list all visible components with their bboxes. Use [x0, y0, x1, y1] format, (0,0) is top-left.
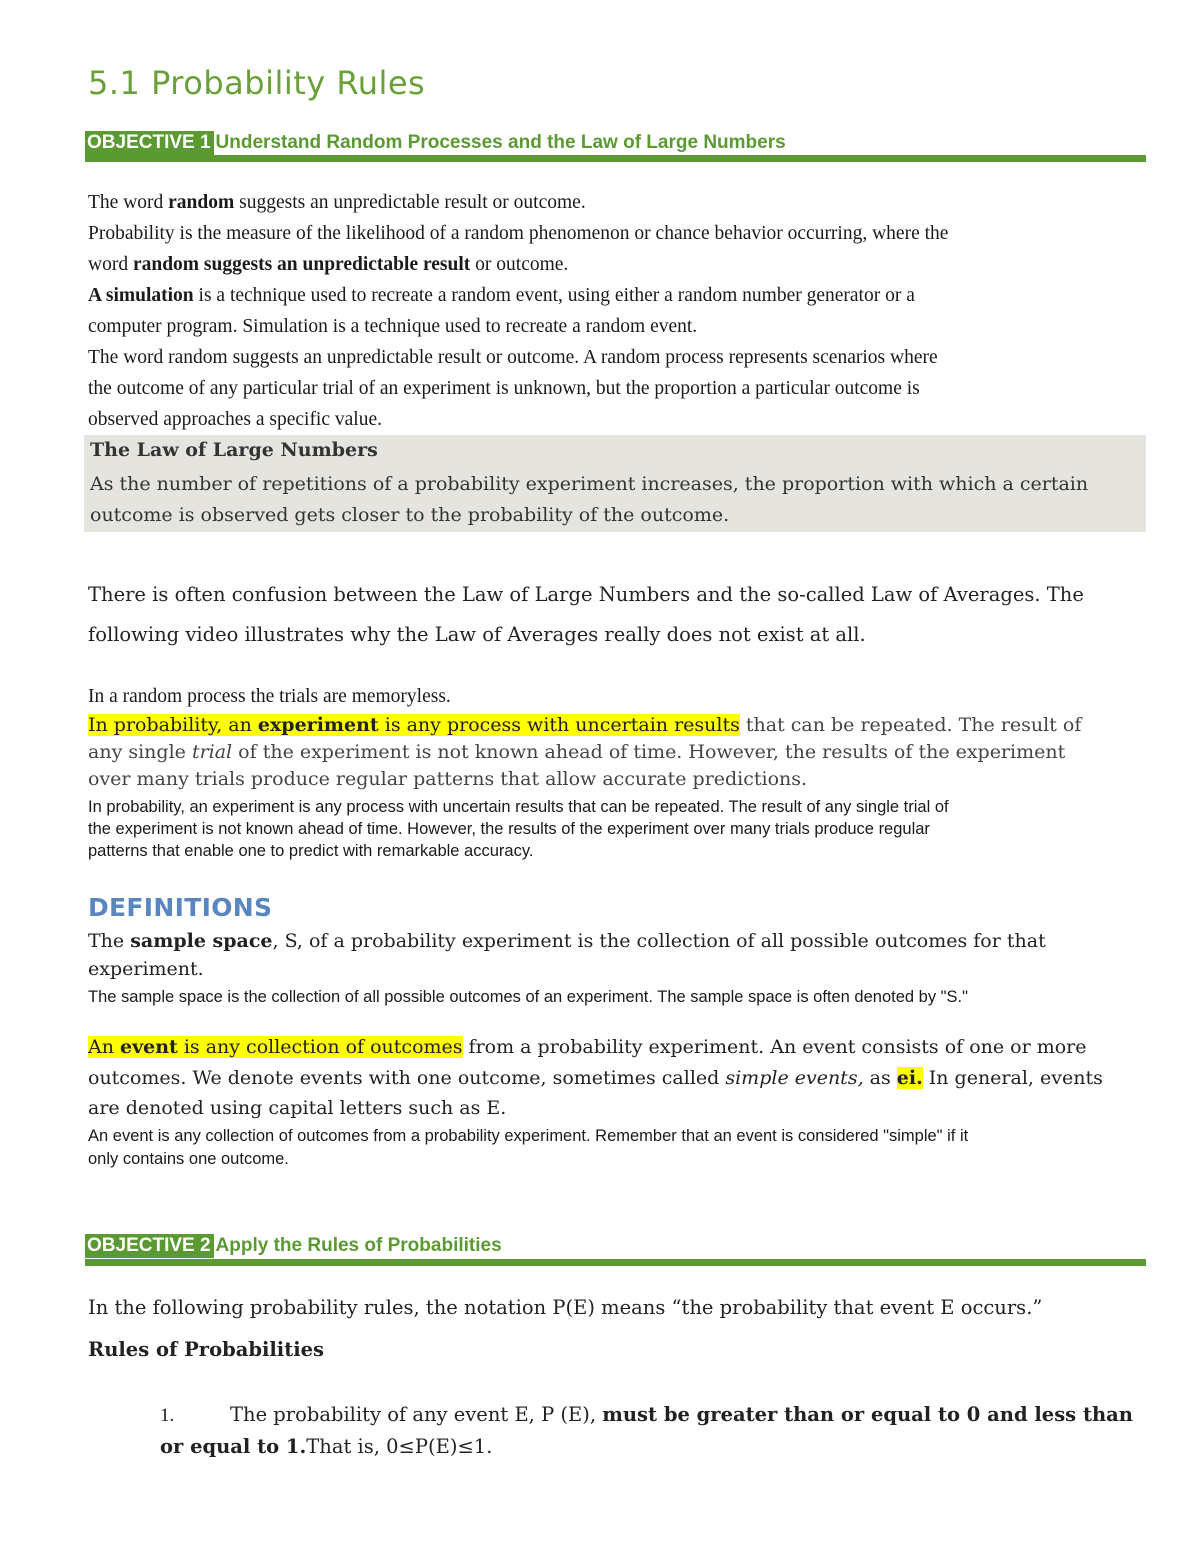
event-line-2: outcomes. We denote events with one outcome, sometimes called simple events, as ei. In general, events: [88, 1067, 1103, 1089]
law-line-2: outcome is observed gets closer to the probability of the outcome.: [90, 504, 730, 526]
objective-1-rule: [85, 155, 1146, 162]
intro-line-7: the outcome of any particular trial of an experiment is unknown, but the proportion a particular outcome is: [88, 378, 920, 399]
definitions-heading: DEFINITIONS: [88, 893, 273, 922]
event-line-3: are denoted using capital letters such as E.: [88, 1097, 507, 1119]
objective-1-header: [85, 131, 1146, 157]
sample-space-line-1: The sample space, S, of a probability experiment is the collection of all possible outcomes for that: [88, 930, 1046, 952]
page-title: 5.1 Probability Rules: [88, 64, 426, 102]
sample-space-small: The sample space is the collection of all possible outcomes of an experiment. The sample space is often denoted by "S.": [88, 988, 968, 1006]
averages-line-2: following video illustrates why the Law of Averages really does not exist at all.: [88, 623, 866, 646]
intro-line-2: Probability is the measure of the likelihood of a random phenomenon or chance behavior occurring, where the: [88, 223, 949, 244]
event-line-1: An event is any collection of outcomes from a probability experiment. An event consists of one or more: [88, 1036, 1087, 1058]
rules-heading: Rules of Probabilities: [88, 1338, 325, 1361]
intro-line-4: A simulation is a technique used to recreate a random event, using either a random number generator or a: [88, 285, 915, 306]
law-heading: The Law of Large Numbers: [90, 439, 378, 461]
rule-1-line-1: The probability of any event E, P (E), must be greater than or equal to 0 and less than: [230, 1403, 1133, 1426]
experiment-small-line-1: In probability, an experiment is any process with uncertain results that can be repeated. The result of any single trial of: [88, 798, 949, 816]
experiment-line-2: any single trial of the experiment is not known ahead of time. However, the results of the experiment: [88, 741, 1066, 763]
intro-line-1: The word random suggests an unpredictable result or outcome.: [88, 192, 586, 213]
notation-text: In the following probability rules, the notation P(E) means “the probability that event E occurs.”: [88, 1296, 1043, 1319]
rule-1-line-2: or equal to 1.That is, 0≤P(E)≤1.: [160, 1435, 493, 1458]
rule-1-number: 1.: [160, 1405, 175, 1426]
objective-2-title: Apply the Rules of Probabilities: [215, 1235, 502, 1256]
objective-1-title: Understand Random Processes and the Law of Large Numbers: [215, 132, 786, 153]
intro-line-5: computer program. Simulation is a technique used to recreate a random event.: [88, 316, 698, 337]
averages-line-1: There is often confusion between the Law of Large Numbers and the so-called Law of Averages. The: [88, 583, 1084, 606]
experiment-small-line-2: the experiment is not known ahead of time. However, the results of the experiment over many trials produce regular: [88, 820, 930, 838]
objective-2-header: [85, 1234, 1146, 1260]
intro-line-6: The word random suggests an unpredictable result or outcome. A random process represents scenarios where: [88, 347, 938, 368]
memoryless-text: In a random process the trials are memoryless.: [88, 686, 451, 707]
objective-2-rule: [85, 1259, 1146, 1266]
objective-1-label: OBJECTIVE 1: [85, 131, 214, 155]
sample-space-line-2: experiment.: [88, 958, 204, 980]
objective-2-label: OBJECTIVE 2: [85, 1234, 214, 1258]
intro-line-3: word random suggests an unpredictable result or outcome.: [88, 254, 569, 275]
law-line-1: As the number of repetitions of a probability experiment increases, the proportion with which a certain: [90, 473, 1089, 495]
experiment-line-1: In probability, an experiment is any process with uncertain results that can be repeated. The result of: [88, 714, 1082, 736]
experiment-line-3: over many trials produce regular patterns that allow accurate predictions.: [88, 768, 808, 790]
intro-line-8: observed approaches a specific value.: [88, 409, 382, 430]
experiment-small-line-3: patterns that enable one to predict with remarkable accuracy.: [88, 842, 534, 860]
event-small-line-2: only contains one outcome.: [88, 1150, 289, 1168]
event-small-line-1: An event is any collection of outcomes from a probability experiment. Remember that an event is considered "simple" if it: [88, 1127, 969, 1145]
